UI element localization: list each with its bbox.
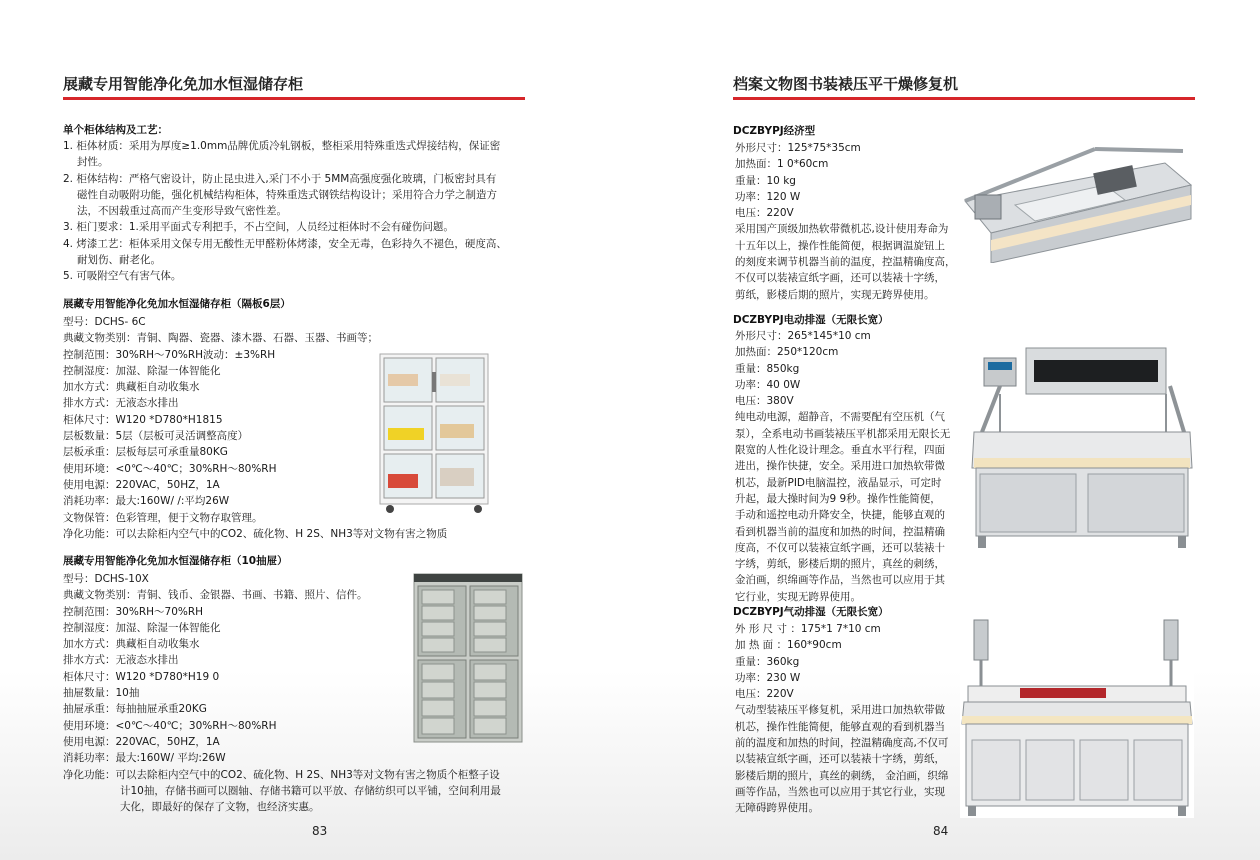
product2-spec: 控制范围：30%RH～70%RH	[63, 605, 204, 618]
model3-spec: 电压：220V	[735, 688, 794, 701]
product2-spec: 使用电源：220VAC，50HZ，1A	[63, 735, 220, 748]
product1-spec: 文物保管：色彩管理，便于文物存取管理。	[63, 511, 263, 524]
model2-heading: DCZBYPJ电动排湿（无限长宽）	[733, 314, 889, 326]
model2-spec: 限宽的人性化设计理念。垂直水平行程，四面	[735, 444, 945, 457]
product2-spec: 净化功能：可以去除柜内空气中的CO2、硫化物、H 2S、NH3等对文物有害之物质个柜整子设	[63, 768, 500, 781]
model3-spec: 重量：360kg	[735, 655, 800, 668]
left-page-title: 展藏专用智能净化免加水恒湿储存柜	[63, 75, 304, 93]
model2-spec: 进出，操作快捷，安全。采用进口加热软带微	[735, 460, 945, 473]
electric-mounting-press-image	[970, 340, 1194, 550]
structure-line: 3. 柜门要求：1.采用平面式专利把手，不占空间，人员经过柜体时不会有碰伤问题。	[63, 221, 454, 234]
right-title-divider	[733, 97, 1195, 100]
structure-line: 2. 柜体结构：严格气密设计，防止昆虫进入,采门不小于 5MM高强度强化玻璃，门板密封具有	[63, 172, 497, 185]
model3-spec: 影楼后期的照片，真丝的刺绣， 金泊画，织绵	[735, 769, 949, 782]
product1-spec: 排水方式：无液态水排出	[63, 397, 179, 410]
product1-spec: 典藏文物类别：青铜、陶器、瓷器、漆木器、石器、玉器、书画等；	[63, 332, 378, 345]
economy-mounting-press-image	[955, 145, 1193, 263]
product1-spec: 使用环境：<0℃～40℃；30%RH～80%RH	[63, 462, 277, 475]
model2-spec: 它行业，实现无跨界使用。	[735, 590, 861, 603]
structure-line: 法，不因载重过高而产生变形导致气密性差。	[77, 205, 287, 218]
model1-spec: 功率：120 W	[735, 190, 801, 203]
model3-spec: 前的温度和加热的时间，控温精确度高,不仅可	[735, 737, 949, 750]
model3-spec: 画等作品，当然也可以应用于其它行业，实现	[735, 785, 945, 798]
product2-spec: 抽屉承重：每抽抽屉承重20KG	[63, 703, 207, 716]
model3-spec: 以装裱宣纸字画，还可以装裱十字绣，剪纸，	[735, 753, 945, 766]
product2-spec: 型号：DCHS-10X	[63, 573, 149, 585]
product1-spec: 控制湿度：加湿、除湿一体智能化	[63, 364, 221, 377]
product1-spec: 加水方式：典藏柜自动收集水	[63, 381, 200, 394]
model3-spec: 无障碍跨界使用。	[735, 802, 819, 815]
pneumatic-mounting-press-image	[960, 612, 1194, 818]
model2-spec: 功率：40 0W	[735, 378, 801, 391]
model3-spec: 功率：230 W	[735, 671, 801, 684]
product1-spec: 层板数量：5层（层板可灵活调整高度）	[63, 430, 249, 443]
model2-spec: 看到机器当前的温度和加热的时间，控温精确	[735, 525, 945, 538]
model2-spec: 加热面：250*120cm	[735, 346, 839, 359]
structure-line: 4. 烤漆工艺：柜体采用文保专用无酸性无甲醛粉体烤漆，安全无毒，色彩持久不褪色，硬度高、	[63, 237, 507, 250]
model2-spec: 金泊画，织绵画等作品，当然也可以应用于其	[735, 574, 945, 587]
product1-spec: 控制范围：30%RH～70%RH波动：±3%RH	[63, 348, 276, 361]
product2-spec: 计10抽，存储书画可以圈轴、存储书籍可以平放、存储纺织可以平铺，空间利用最	[120, 784, 501, 797]
structure-line: 耐划伤、耐老化。	[77, 254, 161, 267]
product2-spec: 消耗功率：最大:160W/ 平均:26W	[63, 752, 226, 765]
humidity-cabinet-6-shelf-image	[378, 352, 490, 514]
model2-spec: 度高，不仅可以装裱宣纸字画，还可以装裱十	[735, 541, 945, 554]
model2-spec: 升起，最大操时间为9 9秒。操作性能简便，	[735, 492, 941, 505]
model2-spec: 泵），全系电动书画装裱压平机都采用无限长无	[735, 427, 951, 440]
product2-spec: 排水方式：无液态水排出	[63, 654, 179, 667]
product2-heading: 展藏专用智能净化免加水恒湿储存柜（10抽屉）	[63, 555, 288, 567]
model1-spec: 外形尺寸：125*75*35cm	[735, 142, 861, 154]
model2-spec: 手动和遥控电动升降安全，快捷，能够直观的	[735, 509, 945, 522]
product2-spec: 典藏文物类别：青铜、钱币、金银器、书画、书籍、照片、信件。	[63, 589, 368, 602]
model1-spec: 的刻度来调节机器当前的温度，控温精确度高，	[735, 256, 956, 269]
model1-specs	[735, 140, 956, 303]
model3-specs	[735, 621, 948, 817]
model1-spec: 加热面：1 0*60cm	[735, 158, 829, 171]
model3-spec: 外 形 尺 寸 ：175*1 7*10 cm	[735, 623, 881, 635]
left-page-number: 83	[312, 824, 328, 838]
model3-spec: 加 热 面 ：160*90cm	[735, 639, 842, 652]
structure-line: 封性。	[77, 156, 109, 169]
model2-spec: 字绣，剪纸，影楼后期的照片，真丝的刺绣，	[735, 558, 945, 571]
model2-spec: 机芯，最新PID电脑温控，液晶显示，可定时	[735, 476, 942, 489]
model1-heading: DCZBYPJ经济型	[733, 125, 816, 137]
model1-spec: 剪纸，影楼后期的照片，实现无跨界使用。	[735, 288, 935, 301]
product1-spec: 使用电源：220VAC，50HZ，1A	[63, 478, 220, 491]
right-page-title: 档案文物图书装裱压平干燥修复机	[733, 75, 959, 93]
humidity-cabinet-10-drawer-image	[412, 572, 524, 746]
structure-heading: 单个柜体结构及工艺：	[63, 124, 168, 136]
model2-spec: 电压：380V	[735, 395, 794, 408]
structure-line: 磁性自动吸附功能，强化机械结构柜体，特殊重迭式钢铁结构设计；采用符合力学之制造方	[77, 188, 497, 201]
product2-spec: 大化，即最好的保存了文物，也经济实惠。	[120, 801, 320, 814]
left-title-divider	[63, 97, 525, 100]
product2-spec: 加水方式：典藏柜自动收集水	[63, 638, 200, 651]
product2-spec: 控制湿度：加湿、除湿一体智能化	[63, 621, 221, 634]
model2-spec: 纯电动电源，超静音，不需要配有空压机（气	[735, 411, 945, 424]
model2-specs	[735, 328, 950, 605]
product1-heading: 展藏专用智能净化免加水恒湿储存柜（隔板6层）	[63, 298, 291, 310]
product1-spec: 净化功能：可以去除柜内空气中的CO2、硫化物、H 2S、NH3等对文物有害之物质	[63, 527, 448, 540]
product2-spec: 使用环境：<0℃～40℃；30%RH～80%RH	[63, 719, 277, 732]
model2-spec: 重量：850kg	[735, 362, 800, 375]
model1-spec: 不仅可以装裱宣纸字画，还可以装裱十字绣，	[735, 272, 945, 285]
structure-line: 1. 柜体材质：采用为厚度≥1.0mm品牌优质冷轧钢板，整柜采用特殊重迭式焊接结构，保证密	[63, 140, 501, 152]
structure-list	[63, 138, 507, 285]
right-page-number: 84	[933, 824, 949, 838]
model1-spec: 电压：220V	[735, 207, 794, 220]
model3-spec: 气动型装裱压平修复机，采用进口加热软带做	[735, 704, 945, 717]
model3-spec: 机芯，操作性能简便，能够直观的看到机器当	[735, 720, 945, 733]
product1-spec: 层板承重：层板每层可承重量80KG	[63, 446, 228, 459]
product2-spec: 抽屉数量：10抽	[63, 687, 140, 700]
product1-spec: 型号：DCHS- 6C	[63, 316, 146, 328]
model1-spec: 采用国产顶级加热软带微机芯,设计使用寿命为	[735, 223, 949, 236]
product2-spec: 柜体尺寸：W120 *D780*H19 0	[63, 670, 220, 683]
right-page	[630, 0, 1260, 860]
structure-line: 5. 可吸附空气有害气体。	[63, 270, 182, 283]
model3-heading: DCZBYPJ气动排湿（无限长宽）	[733, 606, 889, 618]
product1-spec: 消耗功率：最大:160W/ /:平均26W	[63, 495, 230, 508]
model1-spec: 重量：10 kg	[735, 174, 796, 187]
model2-spec: 外形尺寸：265*145*10 cm	[735, 330, 871, 342]
model1-spec: 十五年以上，操作性能简便，根据调温旋钮上	[735, 239, 945, 252]
product1-spec: 柜体尺寸：W120 *D780*H1815	[63, 413, 223, 426]
